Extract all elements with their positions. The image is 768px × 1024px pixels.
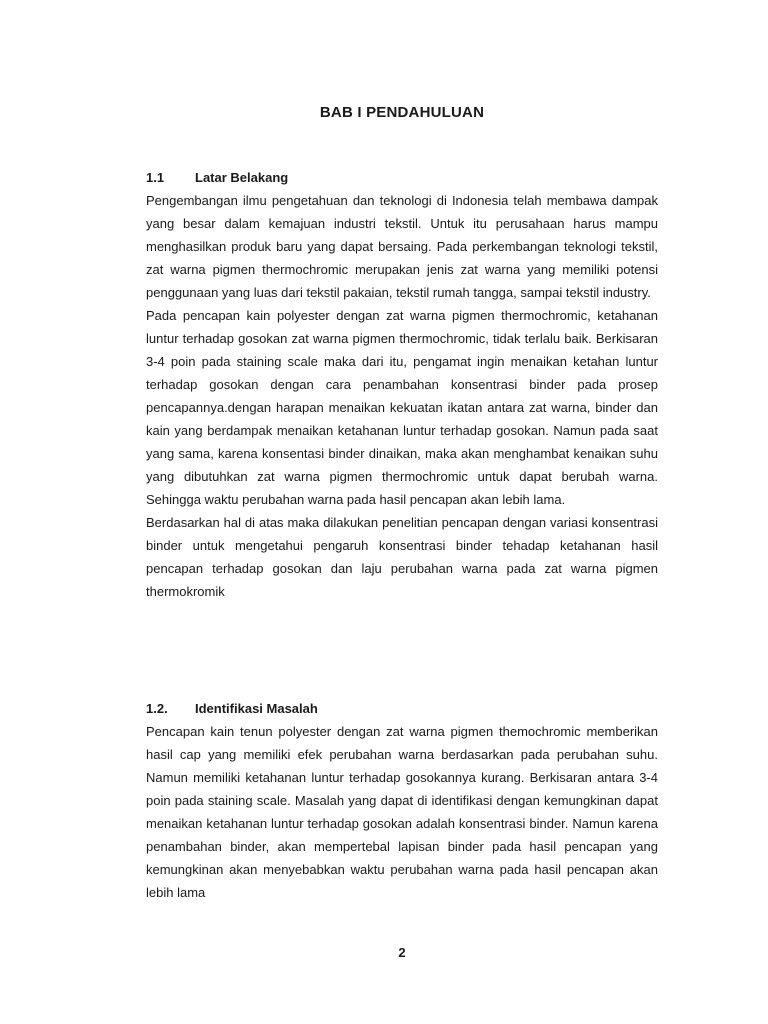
section-identifikasi-masalah [146,697,658,904]
section-title: Latar Belakang [195,170,289,185]
section-heading [146,166,658,189]
paragraph: Pada pencapan kain polyester dengan zat warna pigmen thermochromic, ketahanan luntur terhadap gosokan zat warna pigmen thermochromic, tidak terlalu baik. Berkisaran 3-4 poin pada staining scale maka dari itu, pengamat ingin menaikan ketahan luntur terhadap gosokan dengan cara penambahan konsentrasi binder pada prosep pencapannya.dengan harapan menaikan kekuatan ikatan antara zat warna, binder dan kain yang berdampak menaikan ketahanan luntur terhadap gosokan. Namun pada saat yang sama, karena konsentasi binder dinaikan, maka akan menghambat kenaikan suhu yang dibutuhkan zat warna pigmen thermochromic untuk dapat berubah warna. Sehingga waktu perubahan warna pada hasil pencapan akan lebih lama. [146,308,658,507]
section-number: 1.1 [146,170,165,185]
section-heading [146,697,658,720]
paragraph: Pengembangan ilmu pengetahuan dan teknologi di Indonesia telah membawa dampak yang besar dalam kemajuan industri tekstil. Untuk itu perusahaan harus mampu menghasilkan produk baru yang dapat bersaing. Pada perkembangan teknologi tekstil, zat warna pigmen thermochromic merupakan jenis zat warna yang memiliki potensi penggunaan yang luas dari tekstil pakaian, tekstil rumah tangga, sampai tekstil industry. [146,193,658,300]
chapter-title: BAB I PENDAHULUAN [319,104,485,121]
section-number: 1.2. [146,701,168,716]
paragraph: Berdasarkan hal di atas maka dilakukan penelitian pencapan dengan variasi konsentrasi binder untuk mengetahui pengaruh konsentrasi binder tehadap ketahanan hasil pencapan terhadap gosokan dan laju perubahan warna pada zat warna pigmen thermokromik [146,515,658,599]
paragraph: Pencapan kain tenun polyester dengan zat warna pigmen themochromic memberikan hasil cap yang memiliki efek perubahan warna berdasarkan pada perubahan suhu. Namun memiliki ketahanan luntur terhadap gosokannya kurang. Berkisaran antara 3-4 poin pada staining scale. Masalah yang dapat di identifikasi dengan kemungkinan dapat menaikan ketahanan luntur terhadap gosokan adalah konsentrasi binder. Namun karena penambahan binder, akan mempertebal lapisan binder pada hasil pencapan yang kemungkinan akan menyebabkan waktu perubahan warna pada hasil pencapan akan lebih lama [146,724,658,900]
page-number: 2 [398,945,406,960]
section-latar-belakang [146,166,658,603]
section-title: Identifikasi Masalah [195,701,318,716]
